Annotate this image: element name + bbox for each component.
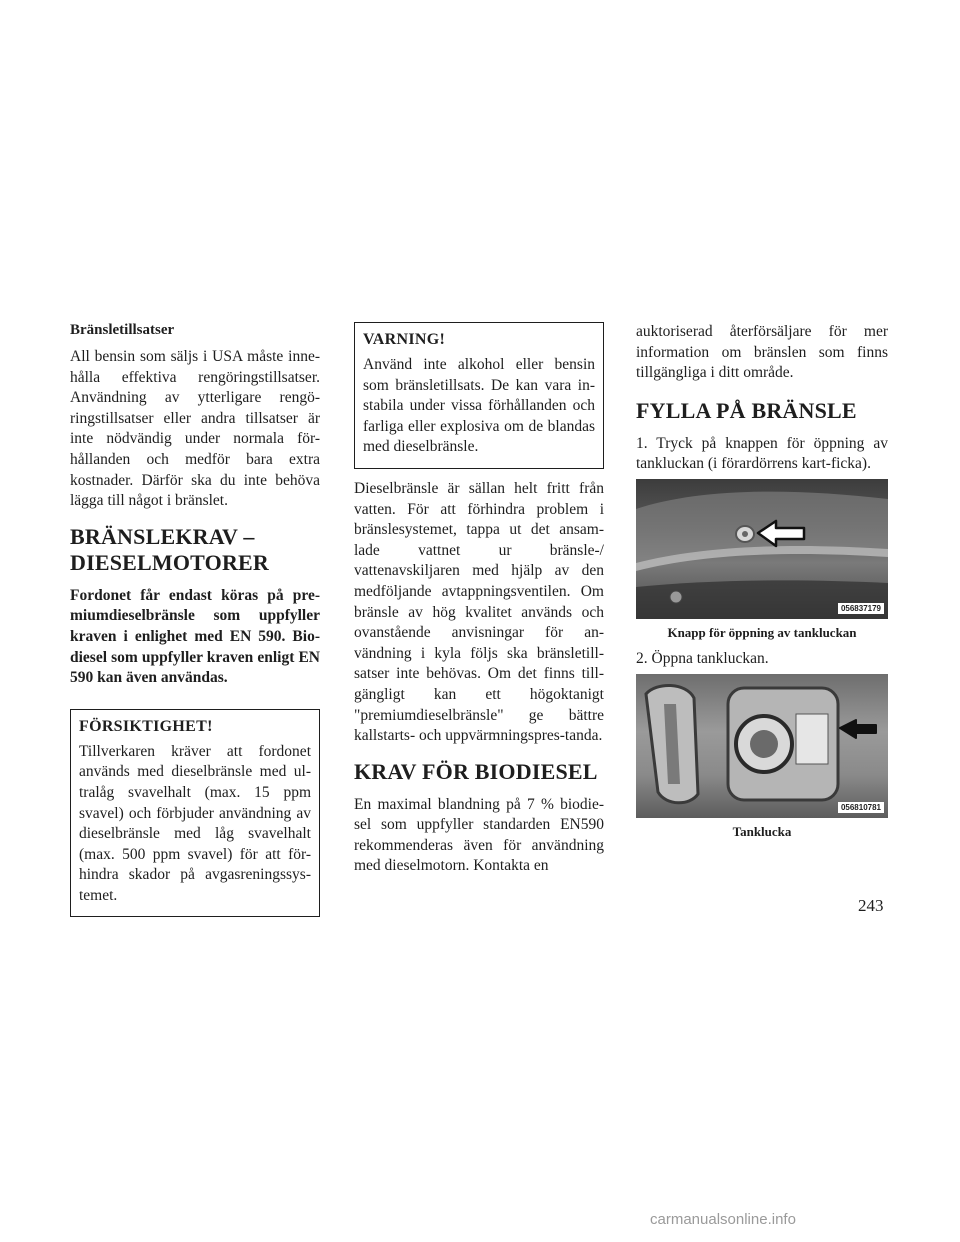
heading-biodiesel: KRAV FÖR BIODIESEL [354, 758, 598, 784]
image-code-1: 056837179 [838, 603, 884, 614]
paragraph-dealer: auktoriserad återförsäljare för mer information om bränslen som finns tillgängliga i ditt område. [636, 323, 888, 382]
caution-box [70, 709, 320, 918]
image-code-2: 056810781 [838, 802, 884, 813]
column-1 [70, 322, 320, 927]
caution-title: FÖRSIKTIGHET! [79, 717, 213, 735]
warning-text: Använd inte alkohol eller bensin som bränsletillsats. De kan vara in-stabila under vissa förhållanden och farliga eller explosiva om de blandas med dieselbränsle. [363, 356, 595, 456]
step-1: 1. Tryck på knappen för öppning av tankluckan (i förardörrens kart-ficka). [636, 434, 888, 473]
fuel-door-photo [636, 674, 888, 818]
caption-fuel-door-button: Knapp för öppning av tankluckan [667, 624, 857, 640]
warning-title: VARNING! [363, 331, 446, 348]
warning-box [354, 322, 604, 469]
door-panel-illustration [636, 479, 888, 619]
heading-line-1: BRÄNSLEKRAV – [70, 523, 255, 549]
paragraph-biodiesel: En maximal blandning på 7 % biodie-sel som uppfyller standarden EN590 rekommenderas även för användning med dieselmotorn. Kontakta en [354, 795, 604, 875]
paragraph-diesel-water: Dieselbränsle är sällan helt fritt från vatten. För att förhindra problem i bränslesystemet, tappa ut det ansam-lade vattnet ur bränsle-/ vattenavskiljaren med hjälp av den medföljande avtappningsventilen. Om bränsle av hög kvalitet används och ovanstående anvisningar för an-vändning i kyla följs ska bränsletill-satser inte behövas. Om det finns till-gängligt kan ett högoktanigt "premiumdieselbränsle" ge bättre kallstarts- och uppvärmningspres-tanda. [354, 479, 604, 745]
watermark-text[interactable]: carmanualsonline.info [650, 1211, 796, 1228]
caution-text: Tillverkaren kräver att fordonet används med dieselbränsle med ul-tralåg svavelhalt (max. 15 ppm svavel) och förbjuder användning av dieselbränsle med låg svavelhalt (max. 500 ppm svavel) för att för-hindra skador på avgasreningssys-temet. [79, 742, 311, 904]
heading-refuel: FYLLA PÅ BRÄNSLE [636, 397, 857, 423]
fuel-filler-illustration [636, 674, 888, 818]
subhead-fuel-additives: Bränsletillsatser [70, 322, 175, 338]
fuel-door-button-photo [636, 479, 888, 619]
step-2: 2. Öppna tankluckan. [636, 649, 769, 667]
heading-diesel-requirements [70, 524, 320, 576]
paragraph-diesel-premium: Fordonet får endast köras på pre-miumdieselbränsle som uppfyller kraven i enlighet med EN 590. Bio-diesel som uppfyller kraven enligt EN 590 kan även användas. [70, 586, 320, 687]
paragraph-additives: All bensin som säljs i USA måste inne-hålla effektiva rengöringstillsatser. Användning av ytterligare rengö-ringstillsatser eller andra tillsatser är inte nödvändig under normala för-hållanden och medför bara extra kostnader. Därför ska du inte behöva lägga till något i bränslet. [70, 348, 320, 510]
page-number: 243 [858, 896, 884, 915]
column-2 [354, 322, 604, 885]
caption-fuel-door: Tanklucka [732, 823, 792, 839]
column-3 [636, 322, 888, 848]
heading-line-2: DIESELMOTORER [70, 549, 270, 575]
